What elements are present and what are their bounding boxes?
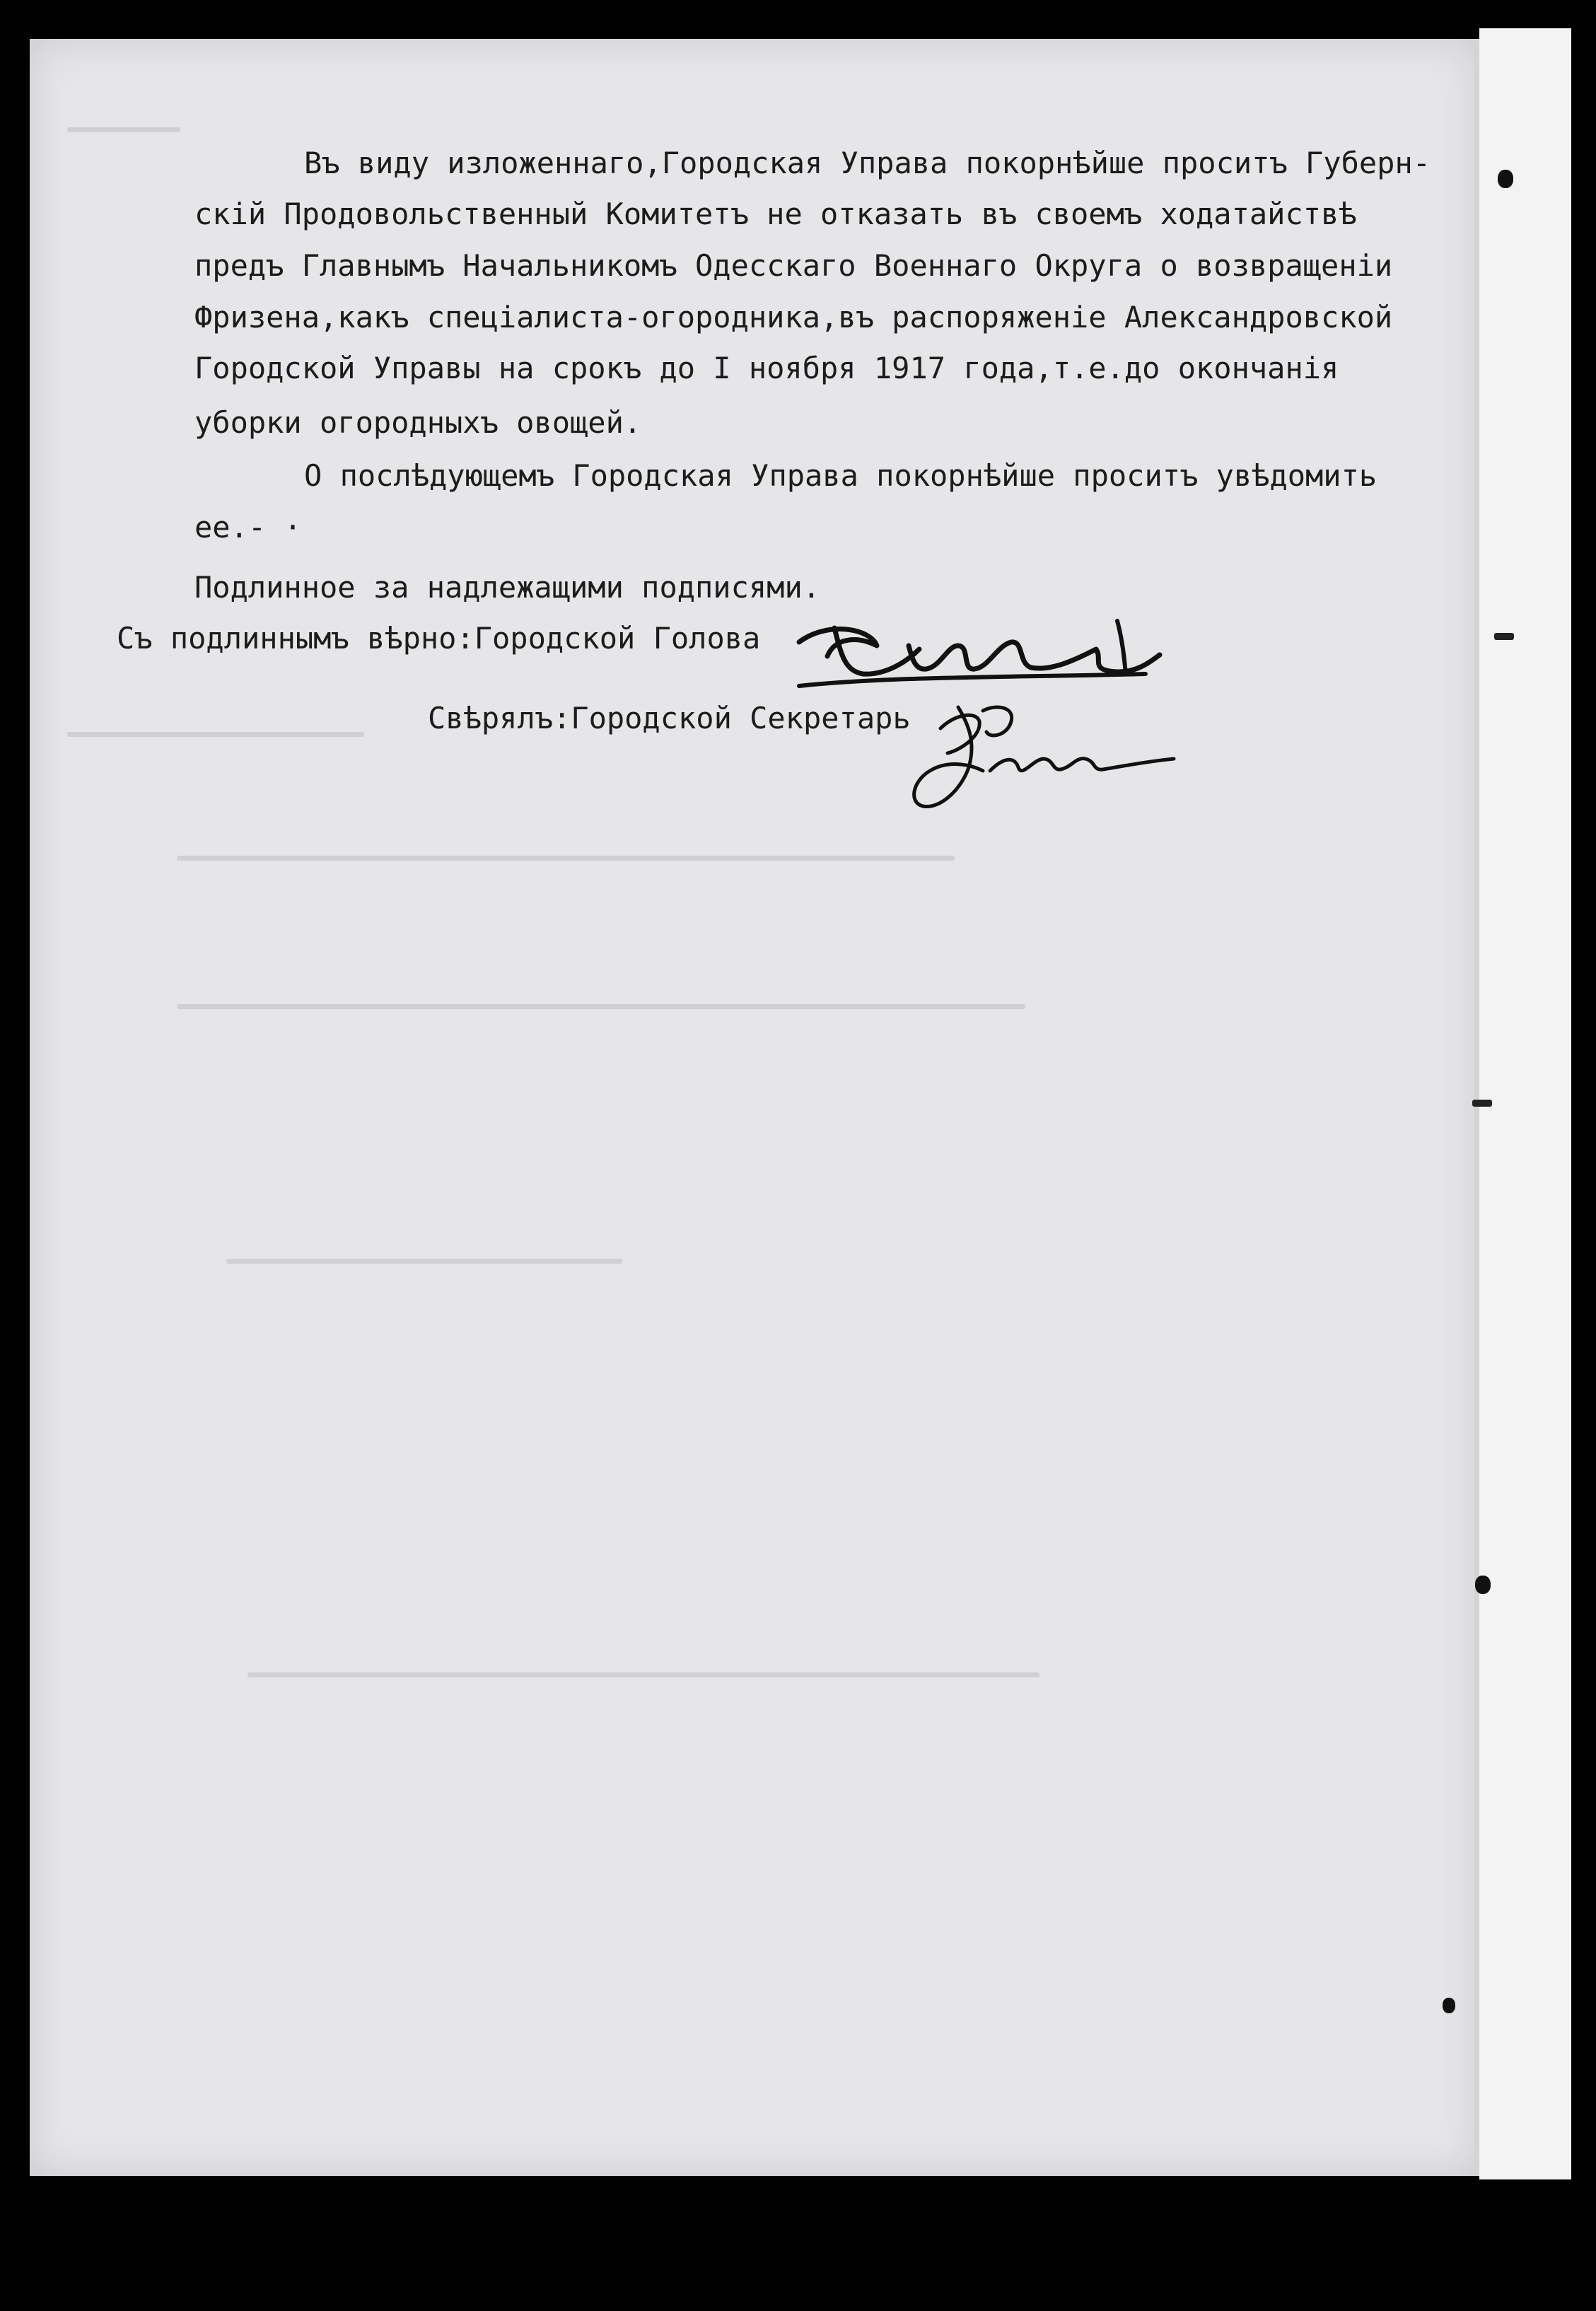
bleed-through [177,856,955,861]
body-line-6: уборки огородныхъ овощей. [194,405,642,440]
bleed-through [67,732,364,737]
bleed-through [226,1259,622,1264]
margin-strip [1479,28,1571,2179]
binder-mark [1494,633,1514,640]
bleed-through [67,127,180,132]
punch-hole [1443,1998,1455,2013]
verified-by-line: Свѣрялъ:Городской Секретарь [428,701,911,735]
certified-copy-line: Съ подлиннымъ вѣрно:Городской Голова [117,621,761,656]
body-line-1: Въ виду изложеннаго,Городская Управа покорнѣйше проситъ Губерн- [304,146,1431,180]
punch-hole [1498,170,1513,188]
closing-line-1: О послѣдующемъ Городская Управа покорнѣйше проситъ увѣдомить [304,458,1377,493]
bleed-through [247,1672,1039,1677]
closing-line-2: ее.- · [194,510,302,545]
body-line-2: скій Продовольственный Комитетъ не отказать въ своемъ ходатайствѣ [194,197,1357,231]
mayor-signature [785,607,1181,699]
body-line-4: Фризена,какъ спеціалиста-огородника,въ распоряженіе Александровской [194,300,1393,334]
original-signed-note: Подлинное за надлежащими подписями. [194,570,821,605]
bleed-through [177,1004,1025,1009]
secretary-signature [891,697,1188,817]
body-line-5: Городской Управы на срокъ до I ноября 1917 года,т.е.до окончанія [194,351,1339,385]
binder-mark [1472,1100,1492,1107]
punch-hole [1475,1576,1491,1594]
body-line-3: предъ Главнымъ Начальникомъ Одесскаго Военнаго Округа о возвращеніи [194,248,1393,283]
